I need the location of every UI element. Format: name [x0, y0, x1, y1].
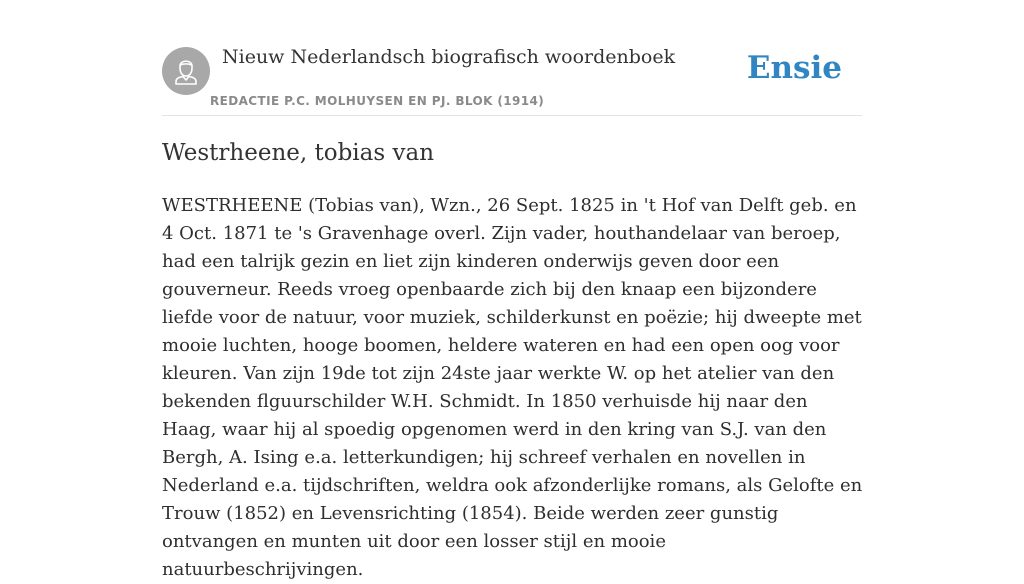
article-body: WESTRHEENE (Tobias van), Wzn., 26 Sept. 1825 in 't Hof van Delft geb. en 4 Oct. 1871 te 's Gravenhage overl. Zijn vader, houthandelaar van beroep, had een talrijk gezin en liet zijn kinderen onderwijs geven door een gouverneur. Reeds vroeg openbaarde zich bij den knaap een bijzondere liefde voor de natuur, voor muziek, schilderkunst en poëzie; hij dweepte met mooie luchten, hooge boomen, heldere wateren en had een open oog voor kleuren. Van zijn 19de tot zijn 24ste jaar werkte W. op het atelier van den bekenden flguurschilder W.H. Schmidt. In 1850 verhuisde hij naar den Haag, waar hij al spoedig opgenomen werd in den kring van S.J. van den Bergh, A. Ising e.a. letterkundigen; hij schreef verhalen en novellen in Nederland e.a. tijdschriften, weldra ook afzonderlijke romans, als Gelofte en Trouw (1852) en Levensrichting (1854). Beide werden zeer gunstig ontvangen en munten uit door een losser stijl en mooie natuurbeschrijvingen.: [162, 195, 863, 580]
ensie-logo[interactable]: Ensie: [746, 50, 842, 86]
source-header: [162, 40, 862, 116]
source-editors: REDACTIE P.C. MOLHUYSEN EN PJ. BLOK (1914): [210, 94, 545, 108]
article-title: Westrheene, tobias van: [162, 140, 435, 166]
source-title[interactable]: Nieuw Nederlandsch biografisch woordenboek: [222, 46, 676, 68]
user-placeholder-icon[interactable]: [162, 47, 210, 95]
